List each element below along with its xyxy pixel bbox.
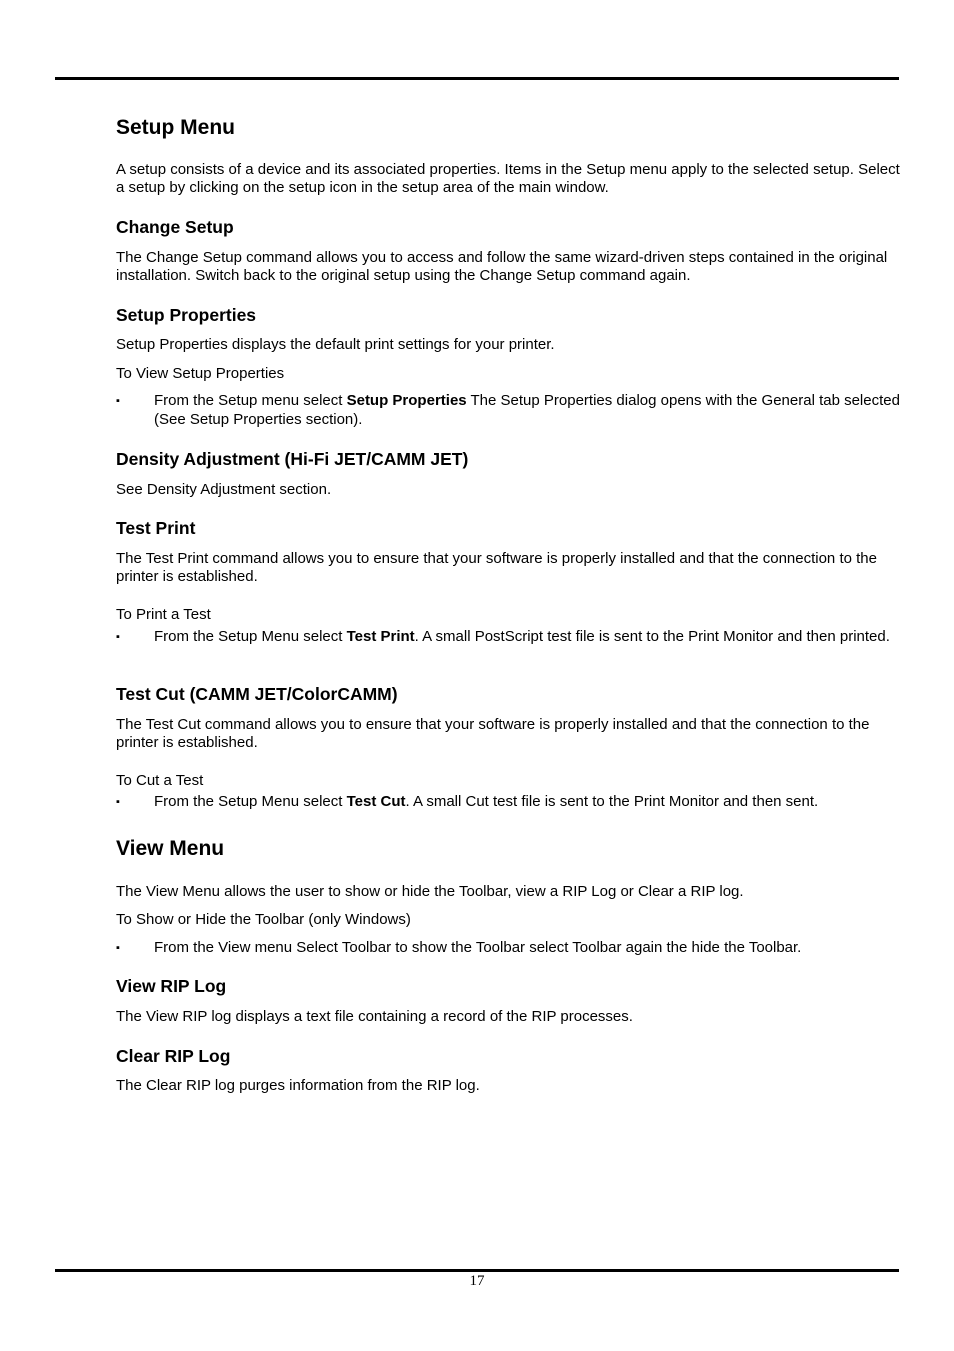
view-rip-log-body: The View RIP log displays a text file containing a record of the RIP processes. xyxy=(116,1008,633,1025)
heading-setup-properties: Setup Properties xyxy=(116,305,257,325)
heading-clear-rip-log: Clear RIP Log xyxy=(116,1046,231,1066)
heading-density-adjustment: Density Adjustment (Hi-Fi JET/CAMM JET) xyxy=(116,449,469,469)
view-menu-step-title: To Show or Hide the Toolbar (only Windows) xyxy=(116,911,411,928)
page-number: 17 xyxy=(469,1273,485,1289)
density-adjustment-body: See Density Adjustment section. xyxy=(116,481,332,498)
bullet-text: From the View menu Select Toolbar to show the Toolbar select Toolbar again the hide the Toolbar. xyxy=(154,939,802,956)
bullet-icon: ▪ xyxy=(116,942,120,954)
test-cut-step-title: To Cut a Test xyxy=(116,772,204,789)
setup-properties-step-title: To View Setup Properties xyxy=(116,365,285,382)
test-cut-body: The Test Cut command allows you to ensure that your software is properly installed and that the connection to the printer is established. xyxy=(116,716,870,751)
view-menu-body: The View Menu allows the user to show or hide the Toolbar, view a RIP Log or Clear a RIP log. xyxy=(116,883,744,900)
bullet-icon: ▪ xyxy=(116,631,120,643)
bullet-icon: ▪ xyxy=(116,796,120,808)
bullet-icon: ▪ xyxy=(116,395,120,407)
clear-rip-log-body: The Clear RIP log purges information from the RIP log. xyxy=(116,1077,480,1094)
heading-test-cut: Test Cut (CAMM JET/ColorCAMM) xyxy=(116,684,398,704)
heading-test-print: Test Print xyxy=(116,518,196,538)
bullet-setup-properties xyxy=(116,392,900,429)
heading-view-menu: View Menu xyxy=(116,837,225,860)
bullet-text: From the Setup menu select Setup Properties The Setup Properties dialog opens with the General tab selected (See Setup Properties section). xyxy=(154,392,900,428)
footer-rule xyxy=(55,1269,899,1272)
bullet-text: From the Setup Menu select Test Cut. A small Cut test file is sent to the Print Monitor and then sent. xyxy=(154,793,819,810)
heading-view-rip-log: View RIP Log xyxy=(116,976,227,996)
bullet-view-menu xyxy=(116,939,900,958)
change-setup-body: The Change Setup command allows you to access and follow the same wizard-driven steps contained in the original installation. Switch back to the original setup using the Change Setup command again. xyxy=(116,249,888,284)
header-rule xyxy=(55,77,899,80)
setup-properties-body: Setup Properties displays the default print settings for your printer. xyxy=(116,336,555,353)
bullet-text: From the Setup Menu select Test Print. A small PostScript test file is sent to the Print Monitor and then printed. xyxy=(154,628,890,645)
heading-change-setup: Change Setup xyxy=(116,217,234,237)
bullet-test-cut xyxy=(116,793,900,812)
heading-setup-menu: Setup Menu xyxy=(116,116,235,139)
test-print-body: The Test Print command allows you to ensure that your software is properly installed and that the connection to the printer is established. xyxy=(116,550,877,585)
setup-menu-intro: A setup consists of a device and its associated properties. Items in the Setup menu apply to the selected setup. Select a setup by clicking on the setup icon in the setup area of the main window. xyxy=(116,161,900,196)
bullet-test-print xyxy=(116,628,900,647)
test-print-step-title: To Print a Test xyxy=(116,606,211,623)
